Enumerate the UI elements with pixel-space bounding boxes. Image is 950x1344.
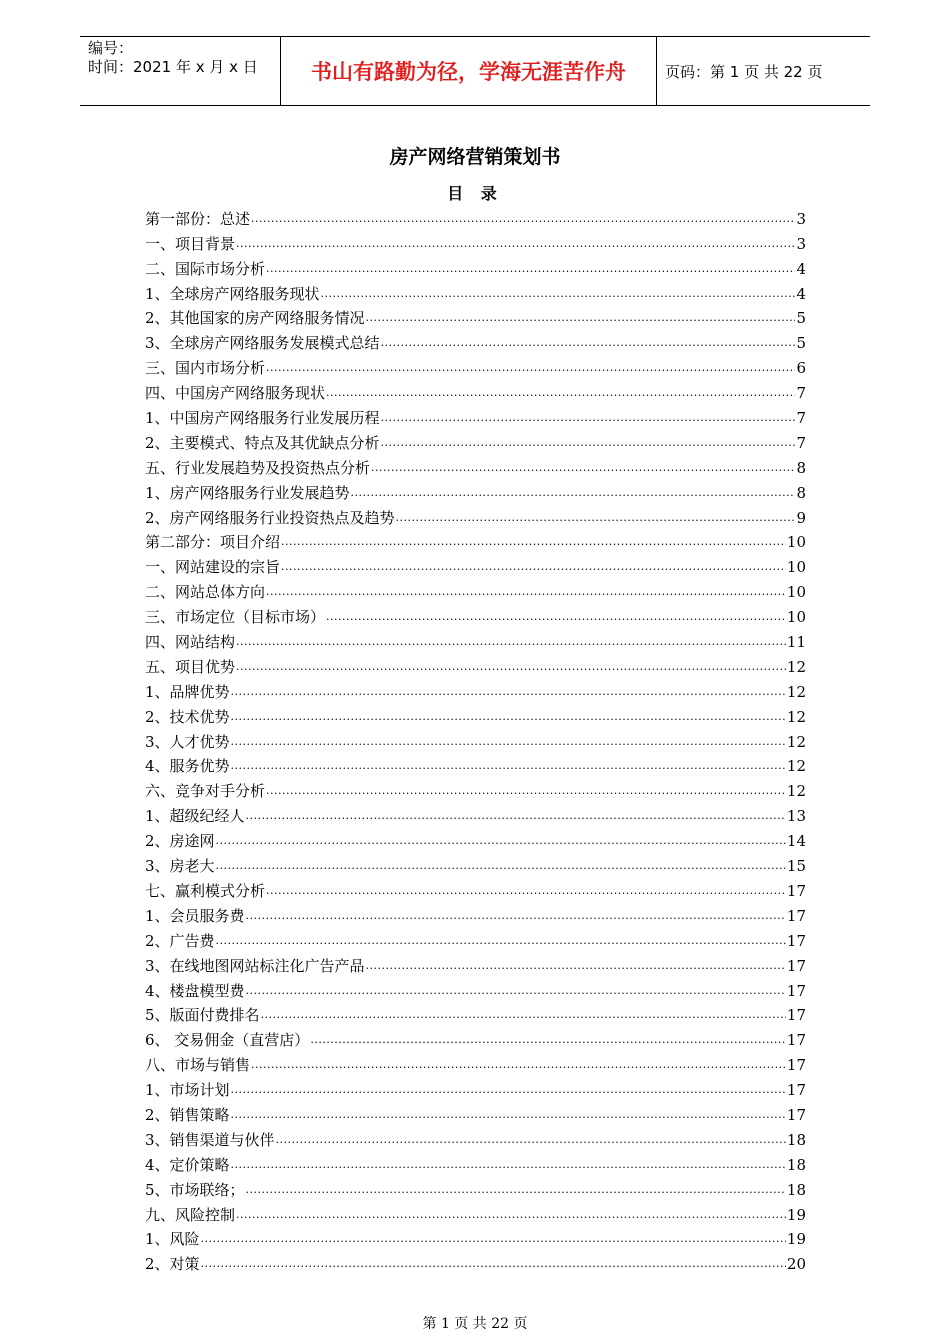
toc-leader-dots — [236, 234, 795, 254]
toc-entry[interactable] — [145, 328, 806, 353]
toc-entry[interactable] — [145, 677, 806, 702]
toc-entry-label: 四、中国房产网络服务现状 — [145, 384, 326, 403]
toc-entry-label: 1、品牌优势 — [145, 682, 230, 701]
toc-entry[interactable] — [145, 602, 806, 627]
toc-entry-label: 4、服务优势 — [145, 757, 230, 776]
toc-entry[interactable] — [145, 901, 806, 926]
toc-entry-page: 17 — [786, 1006, 806, 1025]
toc-entry-page: 7 — [796, 433, 806, 452]
toc-entry-label: 1、房产网络服务行业发展趋势 — [145, 483, 350, 502]
toc-leader-dots — [366, 956, 786, 976]
toc-entry-label: 九、风险控制 — [145, 1205, 236, 1224]
toc-entry-label: 五、项目优势 — [145, 657, 236, 676]
toc-leader-dots — [371, 458, 795, 478]
toc-entry-page: 18 — [786, 1180, 806, 1199]
toc-entry[interactable] — [145, 428, 806, 453]
toc-leader-dots — [236, 657, 786, 677]
toc-entry[interactable] — [145, 204, 806, 229]
toc-entry-page: 5 — [796, 334, 806, 353]
toc-entry-page: 12 — [786, 732, 806, 751]
toc-entry-label: 六、竞争对手分析 — [145, 782, 266, 801]
toc-entry-page: 14 — [786, 832, 806, 851]
toc-leader-dots — [281, 532, 786, 552]
toc-entry-label: 1、会员服务费 — [145, 906, 245, 925]
toc-entry-page: 3 — [796, 234, 806, 253]
toc-entry-label: 第二部分：项目介绍 — [145, 533, 281, 552]
toc-entry-label: 1、全球房产网络服务现状 — [145, 284, 320, 303]
toc-entry-label: 1、中国房产网络服务行业发展历程 — [145, 409, 380, 428]
toc-entry-page: 12 — [786, 682, 806, 701]
toc-entry[interactable] — [145, 1100, 806, 1125]
toc-entry-page: 7 — [796, 384, 806, 403]
toc-entry-label: 1、超级纪经人 — [145, 807, 245, 826]
toc-entry[interactable] — [145, 403, 806, 428]
date-label: 时间：2021 年 x 月 x 日 — [88, 58, 258, 76]
toc-entry-label: 1、风险 — [145, 1230, 200, 1249]
toc-entry[interactable] — [145, 652, 806, 677]
toc-leader-dots — [366, 308, 796, 328]
toc-entry[interactable] — [145, 552, 806, 577]
toc-entry[interactable] — [145, 627, 806, 652]
toc-leader-dots — [381, 408, 796, 428]
toc-entry-label: 二、国际市场分析 — [145, 259, 266, 278]
toc-entry[interactable] — [145, 304, 806, 329]
toc-entry-page: 7 — [796, 409, 806, 428]
toc-entry-label: 2、技术优势 — [145, 707, 230, 726]
toc-leader-dots — [231, 682, 786, 702]
toc-entry-label: 二、网站总体方向 — [145, 583, 266, 602]
toc-entry[interactable] — [145, 478, 806, 503]
toc-entry-page: 12 — [786, 707, 806, 726]
toc-entry-page: 10 — [786, 608, 806, 627]
document-header — [80, 36, 870, 106]
toc-entry[interactable] — [145, 1150, 806, 1175]
header-divider-2 — [656, 37, 657, 105]
toc-leader-dots — [251, 1055, 786, 1075]
toc-entry-label: 七、赢利模式分析 — [145, 881, 266, 900]
toc-entry-label: 2、对策 — [145, 1255, 200, 1274]
toc-entry[interactable] — [145, 577, 806, 602]
toc-entry[interactable] — [145, 1175, 806, 1200]
header-page-info: 页码：第 1 页 共 22 页 — [665, 62, 823, 81]
toc-leader-dots — [216, 931, 786, 951]
toc-entry[interactable] — [145, 951, 806, 976]
toc-entry-page: 4 — [796, 284, 806, 303]
serial-number-label: 编号： — [88, 39, 134, 57]
toc-entry-label: 5、市场联络； — [145, 1180, 245, 1199]
toc-leader-dots — [201, 1254, 786, 1274]
toc-leader-dots — [201, 1229, 786, 1249]
toc-entry-label: 第一部份：总述 — [145, 209, 251, 228]
toc-entry-page: 8 — [796, 458, 806, 477]
toc-leader-dots — [236, 1205, 786, 1225]
document-title: 房产网络营销策划书 — [389, 146, 561, 168]
toc-entry[interactable] — [145, 752, 806, 777]
toc-entry-label: 3、全球房产网络服务发展模式总结 — [145, 334, 380, 353]
toc-leader-dots — [266, 881, 786, 901]
toc-leader-dots — [231, 1155, 786, 1175]
toc-leader-dots — [231, 1105, 786, 1125]
toc-entry-label: 2、房途网 — [145, 832, 215, 851]
toc-entry-label: 五、行业发展趋势及投资热点分析 — [145, 458, 371, 477]
toc-leader-dots — [326, 607, 786, 627]
toc-leader-dots — [326, 383, 795, 403]
toc-entry-page: 12 — [786, 657, 806, 676]
toc-entry-page: 20 — [786, 1255, 806, 1274]
toc-entry-label: 2、广告费 — [145, 931, 215, 950]
toc-entry-page: 19 — [786, 1205, 806, 1224]
toc-entry-page: 10 — [786, 533, 806, 552]
toc-entry-page: 10 — [786, 583, 806, 602]
toc-entry[interactable] — [145, 801, 806, 826]
toc-entry[interactable] — [145, 727, 806, 752]
header-motto: 书山有路勤为径，学海无涯苦作舟 — [311, 60, 626, 84]
toc-leader-dots — [236, 632, 786, 652]
toc-entry[interactable] — [145, 353, 806, 378]
toc-leader-dots — [231, 707, 786, 727]
toc-entry[interactable] — [145, 926, 806, 951]
toc-leader-dots — [266, 259, 795, 279]
toc-entry-page: 17 — [786, 1105, 806, 1124]
toc-leader-dots — [251, 209, 795, 229]
toc-entry[interactable] — [145, 1050, 806, 1075]
toc-entry-label: 5、版面付费排名 — [145, 1006, 260, 1025]
toc-leader-dots — [351, 483, 796, 503]
toc-entry-label: 四、网站结构 — [145, 633, 236, 652]
toc-entry-page: 10 — [786, 558, 806, 577]
toc-leader-dots — [246, 1180, 786, 1200]
toc-leader-dots — [266, 358, 795, 378]
toc-leader-dots — [231, 1080, 786, 1100]
toc-entry[interactable] — [145, 378, 806, 403]
toc-leader-dots — [246, 981, 786, 1001]
toc-entry-page: 17 — [786, 981, 806, 1000]
toc-leader-dots — [310, 1030, 786, 1050]
toc-entry[interactable] — [145, 503, 806, 528]
toc-entry-page: 5 — [796, 309, 806, 328]
toc-entry-label: 三、市场定位（目标市场） — [145, 608, 326, 627]
toc-entry[interactable] — [145, 976, 806, 1001]
toc-entry-label: 2、销售策略 — [145, 1105, 230, 1124]
toc-entry-page: 8 — [796, 483, 806, 502]
toc-entry-page: 17 — [786, 1056, 806, 1075]
toc-entry-page: 6 — [796, 359, 806, 378]
toc-entry-label: 一、网站建设的宗旨 — [145, 558, 281, 577]
page-footer: 第 1 页 共 22 页 — [422, 1316, 528, 1332]
toc-leader-dots — [276, 1130, 786, 1150]
toc-entry-page: 18 — [786, 1130, 806, 1149]
toc-entry-page: 15 — [786, 857, 806, 876]
toc-entry-page: 17 — [786, 1031, 806, 1050]
toc-entry-label: 3、房老大 — [145, 857, 215, 876]
toc-leader-dots — [246, 906, 786, 926]
toc-entry[interactable] — [145, 876, 806, 901]
toc-entry-label: 3、销售渠道与伙伴 — [145, 1130, 275, 1149]
toc-entry-label: 4、定价策略 — [145, 1155, 230, 1174]
toc-entry[interactable] — [145, 254, 806, 279]
toc-leader-dots — [246, 806, 786, 826]
toc-entry-page: 13 — [786, 807, 806, 826]
toc-entry[interactable] — [145, 776, 806, 801]
toc-entry-label: 一、项目背景 — [145, 234, 236, 253]
toc-entry-label: 1、市场计划 — [145, 1081, 230, 1100]
toc-entry-page: 4 — [796, 259, 806, 278]
toc-leader-dots — [216, 856, 786, 876]
toc-entry-page: 17 — [786, 1081, 806, 1100]
toc-entry[interactable] — [145, 279, 806, 304]
toc-entry[interactable] — [145, 1125, 806, 1150]
toc-entry-page: 11 — [786, 633, 806, 652]
toc-leader-dots — [231, 732, 786, 752]
table-of-contents — [145, 204, 806, 1274]
toc-entry[interactable] — [145, 702, 806, 727]
toc-leader-dots — [266, 781, 786, 801]
toc-entry-page: 12 — [786, 782, 806, 801]
toc-entry[interactable] — [145, 453, 806, 478]
toc-entry-label: 2、其他国家的房产网络服务情况 — [145, 309, 365, 328]
toc-entry[interactable] — [145, 1249, 806, 1274]
toc-leader-dots — [261, 1005, 786, 1025]
toc-entry-label: 3、人才优势 — [145, 732, 230, 751]
toc-entry-page: 17 — [786, 956, 806, 975]
toc-entry-page: 12 — [786, 757, 806, 776]
toc-entry-label: 八、市场与销售 — [145, 1056, 251, 1075]
toc-leader-dots — [396, 508, 796, 528]
toc-entry[interactable] — [145, 1075, 806, 1100]
toc-entry[interactable] — [145, 826, 806, 851]
toc-entry[interactable] — [145, 1001, 806, 1026]
toc-entry-label: 2、房产网络服务行业投资热点及趋势 — [145, 508, 395, 527]
toc-entry-label: 三、国内市场分析 — [145, 359, 266, 378]
toc-leader-dots — [381, 333, 796, 353]
toc-entry-label: 6、 交易佣金（直营店） — [145, 1031, 310, 1050]
toc-entry-page: 17 — [786, 881, 806, 900]
toc-entry[interactable] — [145, 1225, 806, 1250]
toc-leader-dots — [216, 831, 786, 851]
toc-entry-page: 3 — [796, 209, 806, 228]
toc-leader-dots — [281, 557, 786, 577]
toc-leader-dots — [381, 433, 796, 453]
toc-entry[interactable] — [145, 1200, 806, 1225]
toc-leader-dots — [231, 756, 786, 776]
toc-entry[interactable] — [145, 528, 806, 553]
toc-entry[interactable] — [145, 229, 806, 254]
toc-entry-page: 17 — [786, 906, 806, 925]
toc-entry[interactable] — [145, 851, 806, 876]
toc-entry-label: 2、主要模式、特点及其优缺点分析 — [145, 433, 380, 452]
toc-heading: 目 录 — [447, 184, 503, 203]
toc-leader-dots — [321, 284, 796, 304]
toc-entry[interactable] — [145, 1025, 806, 1050]
toc-entry-page: 17 — [786, 931, 806, 950]
toc-entry-page: 19 — [786, 1230, 806, 1249]
toc-entry-label: 4、楼盘模型费 — [145, 981, 245, 1000]
toc-entry-label: 3、在线地图网站标注化广告产品 — [145, 956, 365, 975]
header-meta — [88, 39, 258, 77]
toc-entry-page: 9 — [796, 508, 806, 527]
toc-leader-dots — [266, 582, 786, 602]
toc-entry-page: 18 — [786, 1155, 806, 1174]
